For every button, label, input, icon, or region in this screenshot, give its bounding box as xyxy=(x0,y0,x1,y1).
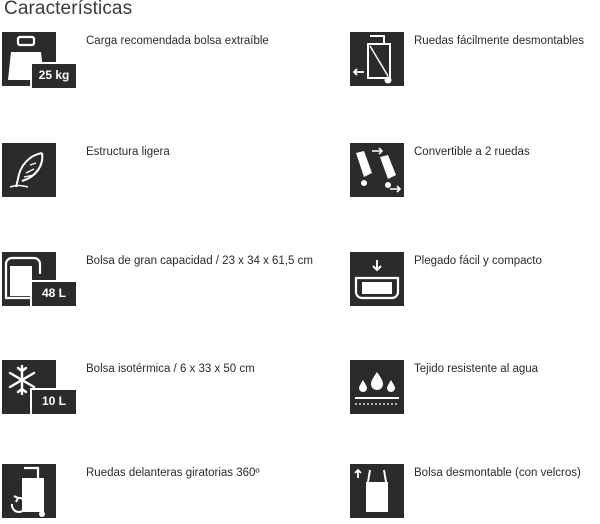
feature-label: Bolsa isotérmica / 6 x 33 x 50 cm xyxy=(86,363,255,375)
folding-icon xyxy=(350,252,404,306)
bag-capacity-icon xyxy=(2,252,78,312)
convertible-cart-icon xyxy=(350,143,404,197)
rotating-wheels-icon xyxy=(2,464,56,518)
feature-folding xyxy=(350,252,600,312)
capacity-badge: 48 L xyxy=(30,280,76,306)
feature-label: Ruedas fácilmente desmontables xyxy=(414,35,585,47)
feather-icon xyxy=(2,143,56,197)
feature-recommended-load xyxy=(2,32,282,92)
feature-label: Plegado fácil y compacto xyxy=(414,255,542,267)
volume-badge: 10 L xyxy=(30,388,76,414)
feature-label: Tejido resistente al agua xyxy=(414,363,539,375)
page-title: Características xyxy=(4,0,133,19)
feature-label: Convertible a 2 ruedas xyxy=(414,146,530,158)
feature-label: Estructura ligera xyxy=(86,146,170,158)
water-resistant-icon xyxy=(350,360,404,414)
feature-label: Carga recomendada bolsa extraíble xyxy=(86,35,269,47)
feature-removable-wheels xyxy=(350,32,600,92)
weight-badge: 25 kg xyxy=(30,62,76,88)
feature-label: Bolsa desmontable (con velcros) xyxy=(414,467,581,479)
feature-convertible xyxy=(350,143,600,203)
weight-icon xyxy=(2,32,78,92)
feature-rotating-wheels xyxy=(2,464,282,524)
feature-detachable-bag xyxy=(350,464,600,524)
feature-large-bag xyxy=(2,252,313,312)
feature-label: Bolsa de gran capacidad / 23 x 34 x 61,5 cm xyxy=(86,255,313,267)
feature-water-resistant xyxy=(350,360,600,420)
detachable-bag-icon xyxy=(350,464,404,518)
removable-wheels-icon xyxy=(350,32,404,86)
snowflake-icon xyxy=(2,360,78,420)
feature-label: Ruedas delanteras giratorias 360º xyxy=(86,467,260,479)
feature-light-structure xyxy=(2,143,282,203)
feature-isothermal-bag xyxy=(2,360,282,420)
